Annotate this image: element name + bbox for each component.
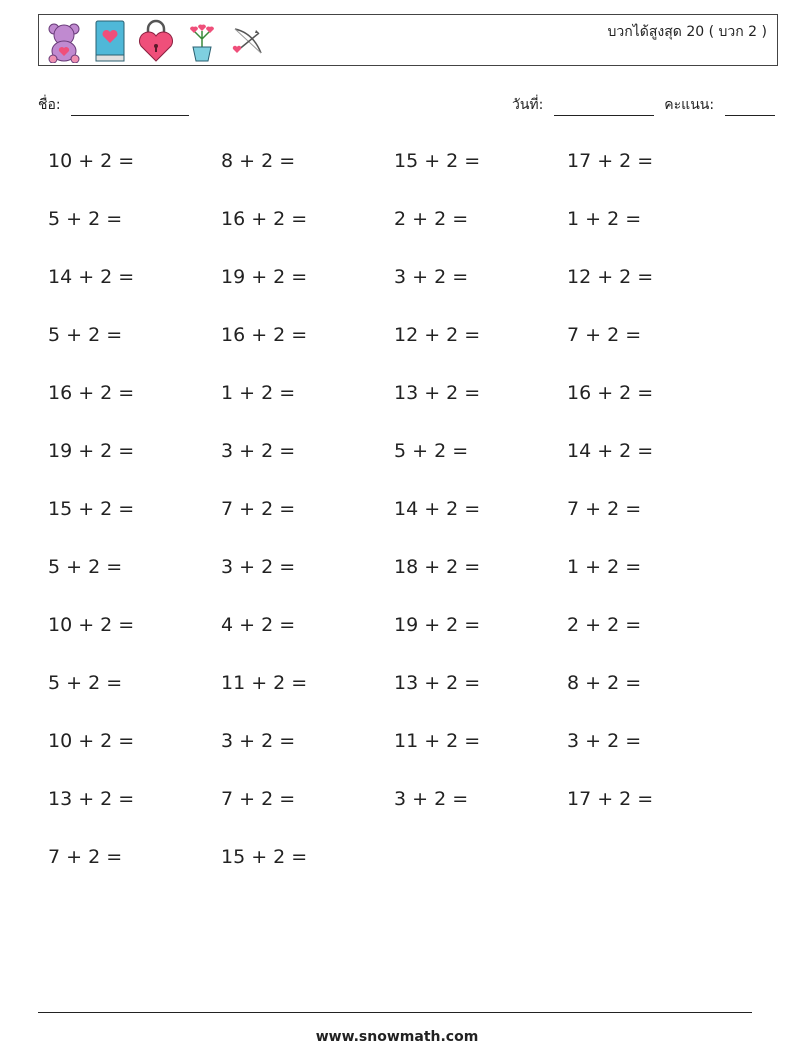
problem-item: 3 + 2 = [394, 788, 469, 810]
problem-item: 1 + 2 = [567, 556, 642, 578]
problem-row [48, 664, 748, 722]
problem-item: 15 + 2 = [394, 150, 481, 172]
problem-item: 3 + 2 = [567, 730, 642, 752]
problem-item: 11 + 2 = [221, 672, 308, 694]
problem-row [48, 374, 748, 432]
problem-item: 5 + 2 = [48, 324, 123, 346]
problem-item: 1 + 2 = [221, 382, 296, 404]
worksheet-title: บวกได้สูงสุด 20 ( บวก 2 ) [607, 24, 767, 40]
problem-item: 12 + 2 = [394, 324, 481, 346]
problem-row [48, 258, 748, 316]
problem-item: 7 + 2 = [567, 498, 642, 520]
worksheet-header [38, 14, 778, 66]
footer-divider [38, 1012, 752, 1013]
problem-item: 5 + 2 = [48, 672, 123, 694]
problem-item: 7 + 2 = [221, 788, 296, 810]
problem-item: 2 + 2 = [567, 614, 642, 636]
date-label: วันที่: [512, 97, 544, 113]
problem-item: 11 + 2 = [394, 730, 481, 752]
name-field [38, 94, 189, 116]
problem-item: 5 + 2 = [394, 440, 469, 462]
problem-item: 5 + 2 = [48, 208, 123, 230]
problem-item: 14 + 2 = [394, 498, 481, 520]
problem-item: 16 + 2 = [567, 382, 654, 404]
problem-item: 16 + 2 = [221, 324, 308, 346]
date-blank-line[interactable] [554, 101, 654, 116]
heart-flower-pot-icon [183, 19, 221, 63]
problem-item: 19 + 2 = [48, 440, 135, 462]
problem-item: 3 + 2 = [221, 556, 296, 578]
problem-item: 15 + 2 = [48, 498, 135, 520]
problem-item: 7 + 2 = [567, 324, 642, 346]
problem-item: 10 + 2 = [48, 150, 135, 172]
problem-item: 16 + 2 = [221, 208, 308, 230]
problem-item: 13 + 2 = [394, 672, 481, 694]
problem-row [48, 316, 748, 374]
problem-row [48, 432, 748, 490]
score-label: คะแนน: [664, 97, 715, 113]
problem-item: 7 + 2 = [221, 498, 296, 520]
problem-row [48, 606, 748, 664]
problem-item: 10 + 2 = [48, 730, 135, 752]
footer-website: www.snowmath.com [315, 1029, 479, 1045]
score-blank-line[interactable] [725, 101, 775, 116]
problem-item: 5 + 2 = [48, 556, 123, 578]
problem-row [48, 200, 748, 258]
problem-item: 14 + 2 = [567, 440, 654, 462]
problem-item: 14 + 2 = [48, 266, 135, 288]
name-blank-line[interactable] [71, 101, 189, 116]
teddy-bear-icon [45, 19, 83, 63]
date-score-field [512, 94, 775, 116]
problem-item: 8 + 2 = [567, 672, 642, 694]
problem-item: 3 + 2 = [394, 266, 469, 288]
icon-strip [45, 18, 267, 64]
problem-grid [48, 142, 748, 896]
problem-item: 19 + 2 = [221, 266, 308, 288]
problem-item: 10 + 2 = [48, 614, 135, 636]
problem-item: 8 + 2 = [221, 150, 296, 172]
problem-item: 2 + 2 = [394, 208, 469, 230]
problem-item: 15 + 2 = [221, 846, 308, 868]
love-book-icon [91, 19, 129, 63]
problem-item: 3 + 2 = [221, 440, 296, 462]
name-label: ชื่อ: [38, 97, 61, 113]
problem-item: 1 + 2 = [567, 208, 642, 230]
problem-item: 19 + 2 = [394, 614, 481, 636]
problem-item: 17 + 2 = [567, 788, 654, 810]
problem-item: 16 + 2 = [48, 382, 135, 404]
heart-padlock-icon [137, 19, 175, 63]
problem-item: 7 + 2 = [48, 846, 123, 868]
problem-item: 13 + 2 = [394, 382, 481, 404]
problem-item: 4 + 2 = [221, 614, 296, 636]
problem-row [48, 780, 748, 838]
cupid-bow-arrow-icon [229, 19, 267, 63]
problem-item: 17 + 2 = [567, 150, 654, 172]
problem-item: 12 + 2 = [567, 266, 654, 288]
problem-row [48, 490, 748, 548]
problem-row [48, 722, 748, 780]
problem-item: 18 + 2 = [394, 556, 481, 578]
problem-row [48, 548, 748, 606]
problem-row [48, 142, 748, 200]
problem-row [48, 838, 748, 896]
problem-item: 3 + 2 = [221, 730, 296, 752]
problem-item: 13 + 2 = [48, 788, 135, 810]
